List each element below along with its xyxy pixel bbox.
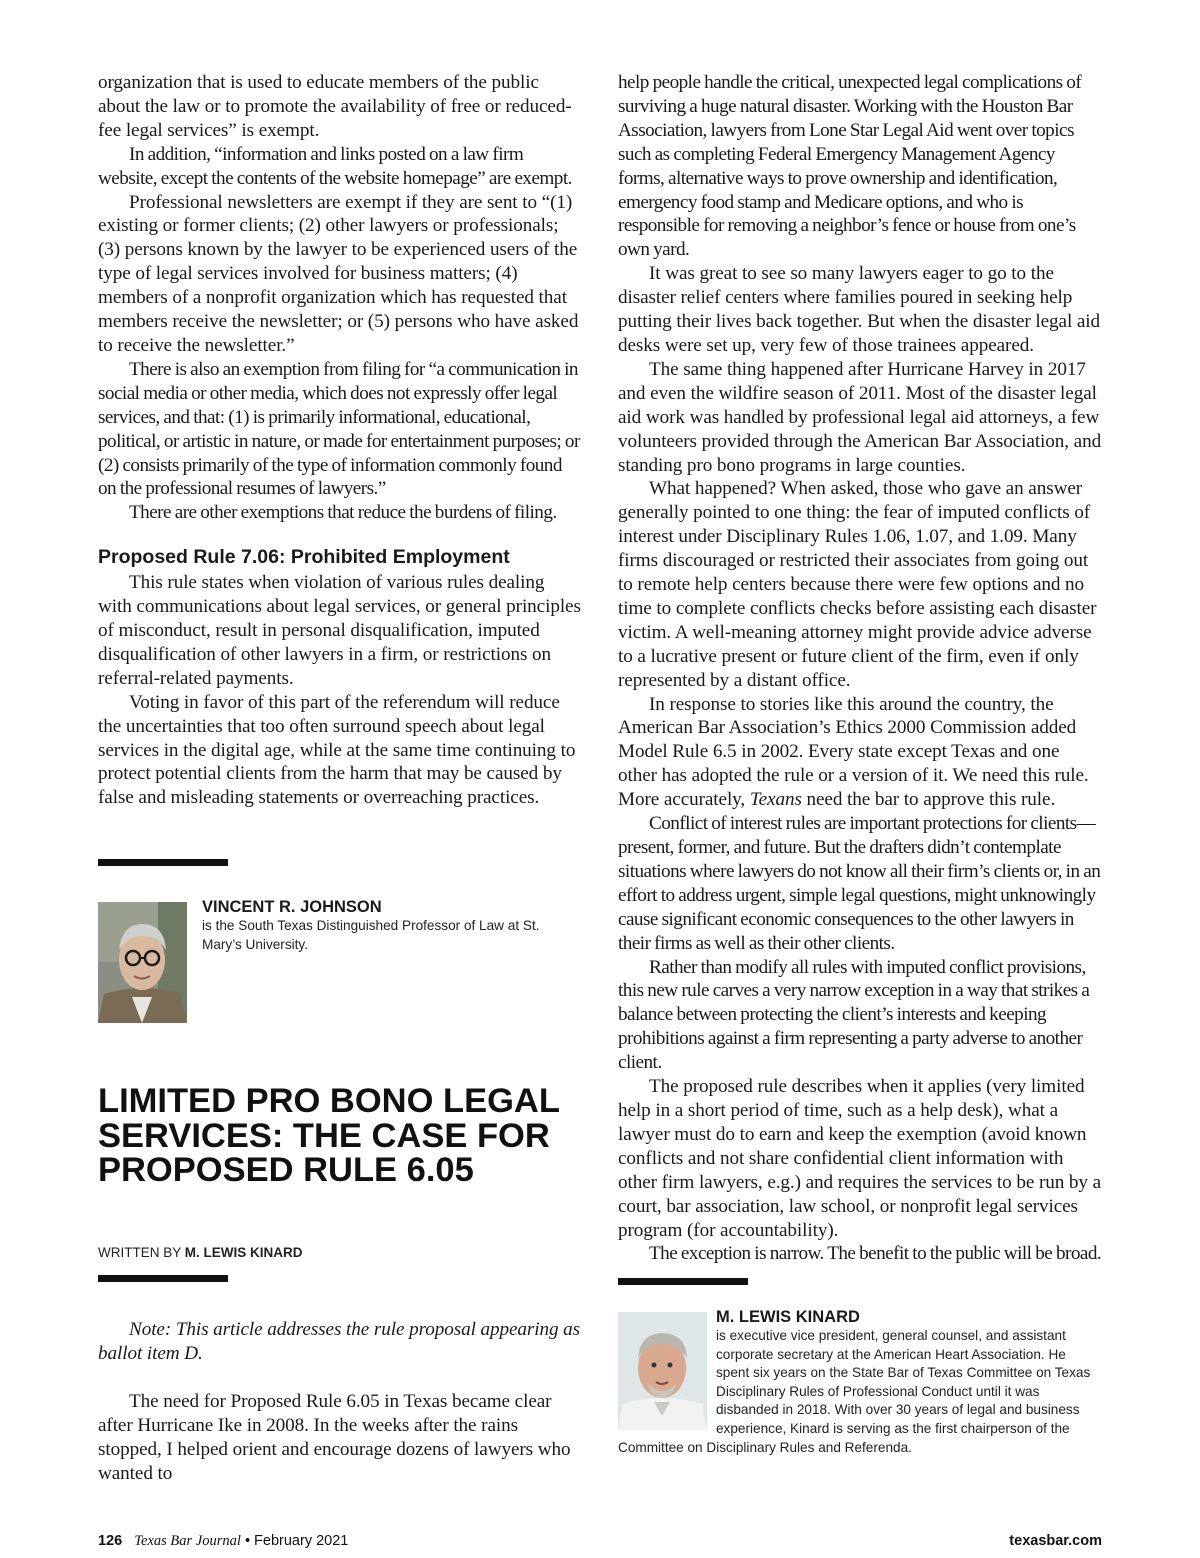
emphasis-text: Texans bbox=[749, 789, 802, 811]
author-photo bbox=[98, 902, 187, 1023]
website-link[interactable]: texasbar.com bbox=[1009, 1533, 1102, 1549]
body-paragraph: The proposed rule describes when it applies (very limited help in a short period of time, such as a help desk), what a lawyer must do to earn and keep the exemption (avoid known conflicts and not share confidential client information with other firm lawyers, e.g.) and requires the services to be run by a court, bar association, law school, or nonprofit legal services program (for accountability). bbox=[618, 1076, 1102, 1241]
byline bbox=[98, 1245, 303, 1260]
bio-name: M. LEWIS KINARD bbox=[716, 1308, 860, 1326]
page-footer bbox=[98, 1533, 1102, 1550]
byline-author: M. LEWIS KINARD bbox=[184, 1245, 303, 1260]
section-subhead: Proposed Rule 7.06: Prohibited Employment bbox=[98, 546, 510, 569]
issue-date: February 2021 bbox=[254, 1533, 349, 1549]
byline-prefix: WRITTEN BY bbox=[98, 1245, 182, 1260]
text-run: In response to stories like this around the country, the American Bar Association’s Ethics 2000 Commission added Model Rule 6.5 in 2002. Every state except Texas and one other has adopted the rule or a version of it. We need this rule. More accurately, bbox=[618, 693, 1089, 811]
body-paragraph: The exception is narrow. The benefit to the public will be broad. bbox=[649, 1243, 1102, 1265]
body-paragraph: This rule states when violation of various rules dealing with communications about legal services, or general principles of misconduct, result in personal disqualification, imputed disqualification of other lawyers in a firm, or restrictions on referral-related payments. bbox=[98, 572, 581, 689]
body-paragraph: organization that is used to educate members of the public about the law or to promote the availability of free or reduced-fee legal services” is exempt. bbox=[98, 72, 572, 141]
body-paragraph: The need for Proposed Rule 6.05 in Texas became clear after Hurricane Ike in 2008. In the weeks after the rains stopped, I helped orient and encourage dozens of lawyers who wanted to bbox=[98, 1390, 571, 1484]
body-paragraph: The same thing happened after Hurricane Harvey in 2017 and even the wildfire season of 2011. Most of the disaster legal aid work was handled by professional legal aid attorneys, a few volunteers provided through the American Bar Association, and standing pro bono programs in large counties. bbox=[618, 358, 1102, 476]
body-paragraph: Rather than modify all rules with imputed conflict provisions, this new rule carves a very narrow exception in a way that strikes a balance between protecting the client’s interests and keeping prohibitions against a firm representing a party adverse to another client. bbox=[618, 956, 1090, 1074]
author-bio-johnson bbox=[98, 898, 568, 1024]
bio-name: VINCENT R. JOHNSON bbox=[202, 898, 382, 916]
bio-text: is executive vice president, general counsel, and assistant corporate secretary at the American Heart Association. He spent six years on the State Bar of Texas Committee on Texas Disciplinary Rules of Professional Conduct until it was disbanded in 2018. With over 30 years of legal and business experience, Kinard is serving as the first chairperson of the Committee on Disciplinary Rules and Referenda. bbox=[618, 1328, 1091, 1455]
editor-note: Note: This article addresses the rule proposal appearing as ballot item D. bbox=[98, 1319, 581, 1364]
divider-bar bbox=[98, 859, 228, 866]
body-paragraph: help people handle the critical, unexpected legal complications of surviving a huge natural disaster. Working with the Houston Bar Association, lawyers from Lone Star Legal Aid went over topics such as completing Federal Emergency Management Agency forms, alternative ways to prove ownership and identification, emergency food stamp and Medicare options, and who is responsible for removing a neighbor’s fence or house from one’s own yard. bbox=[618, 72, 1082, 261]
journal-name: Texas Bar Journal bbox=[134, 1533, 241, 1549]
body-paragraph: It was great to see so many lawyers eager to go to the disaster relief centers where families poured in seeking help putting their lives back together. But when the disaster legal aid desks were set up, very few of those trainees appeared. bbox=[618, 263, 1101, 356]
body-paragraph: There is also an exemption from filing for “a communication in social media or other media, which does not expressly offer legal services, and that: (1) is primarily informational, educational, political, or artistic in nature, or made for entertainment purposes; or (2) consists primarily of the type of information commonly found on the professional resumes of lawyers.” bbox=[98, 358, 580, 500]
body-paragraph: Voting in favor of this part of the referendum will reduce the uncertainties that too often surround speech about legal services in the digital age, while at the same time continuing to protect potential clients from the harm that may be caused by false and misleading statements or overreaching practices. bbox=[98, 691, 576, 809]
article-intro bbox=[98, 1318, 582, 1485]
body-paragraph: Professional newsletters are exempt if they are sent to “(1) existing or former clients; (2) other lawyers or professionals; (3) persons known by the lawyer to be experienced users of the type of legal services involved for business matters; (4) members of a nonprofit organization which has requested that members receive the newsletter; or (5) persons who have asked to receive the newsletter.” bbox=[98, 191, 579, 356]
body-paragraph: Conflict of interest rules are important protections for clients—present, former, and future. But the drafters didn’t contemplate situations where lawyers do not know all their firm’s clients or, in an effort to address urgent, simple legal questions, might unknowingly cause significant economic consequences to the other lawyers in their firms as well as their other clients. bbox=[618, 813, 1101, 954]
page-number: 126 bbox=[98, 1533, 123, 1549]
article-title: LIMITED PRO BONO LEGAL SERVICES: THE CASE FOR PROPOSED RULE 6.05 bbox=[98, 1082, 560, 1190]
text-run: need the bar to approve this rule. bbox=[801, 789, 1056, 811]
bio-text: is the South Texas Distinguished Professor of Law at St. Mary’s University. bbox=[202, 918, 540, 952]
body-paragraph bbox=[618, 693, 1102, 813]
bio-text-block bbox=[618, 1308, 1102, 1457]
body-paragraph: There are other exemptions that reduce the burdens of filing. bbox=[129, 502, 557, 524]
right-column bbox=[618, 71, 1102, 1266]
left-column bbox=[98, 71, 582, 810]
footer-separator: • bbox=[244, 1533, 251, 1549]
body-paragraph: What happened? When asked, those who gave an answer generally pointed to one thing: the fear of imputed conflicts of interest under Disciplinary Rules 1.06, 1.07, and 1.09. Many firms discouraged or restricted their associates from going out to remote help centers because there were few options and no time to complete conflicts checks before assisting each disaster victim. A well-meaning attorney might provide advice adverse to a lucrative present or future client of the firm, even if only represented by a distant office. bbox=[618, 478, 1097, 691]
author-bio-kinard bbox=[618, 1308, 1102, 1458]
divider-bar bbox=[98, 1275, 228, 1282]
divider-bar bbox=[618, 1278, 748, 1285]
body-paragraph: In addition, “information and links posted on a law firm website, except the contents of the website homepage” are exempt. bbox=[98, 143, 572, 189]
